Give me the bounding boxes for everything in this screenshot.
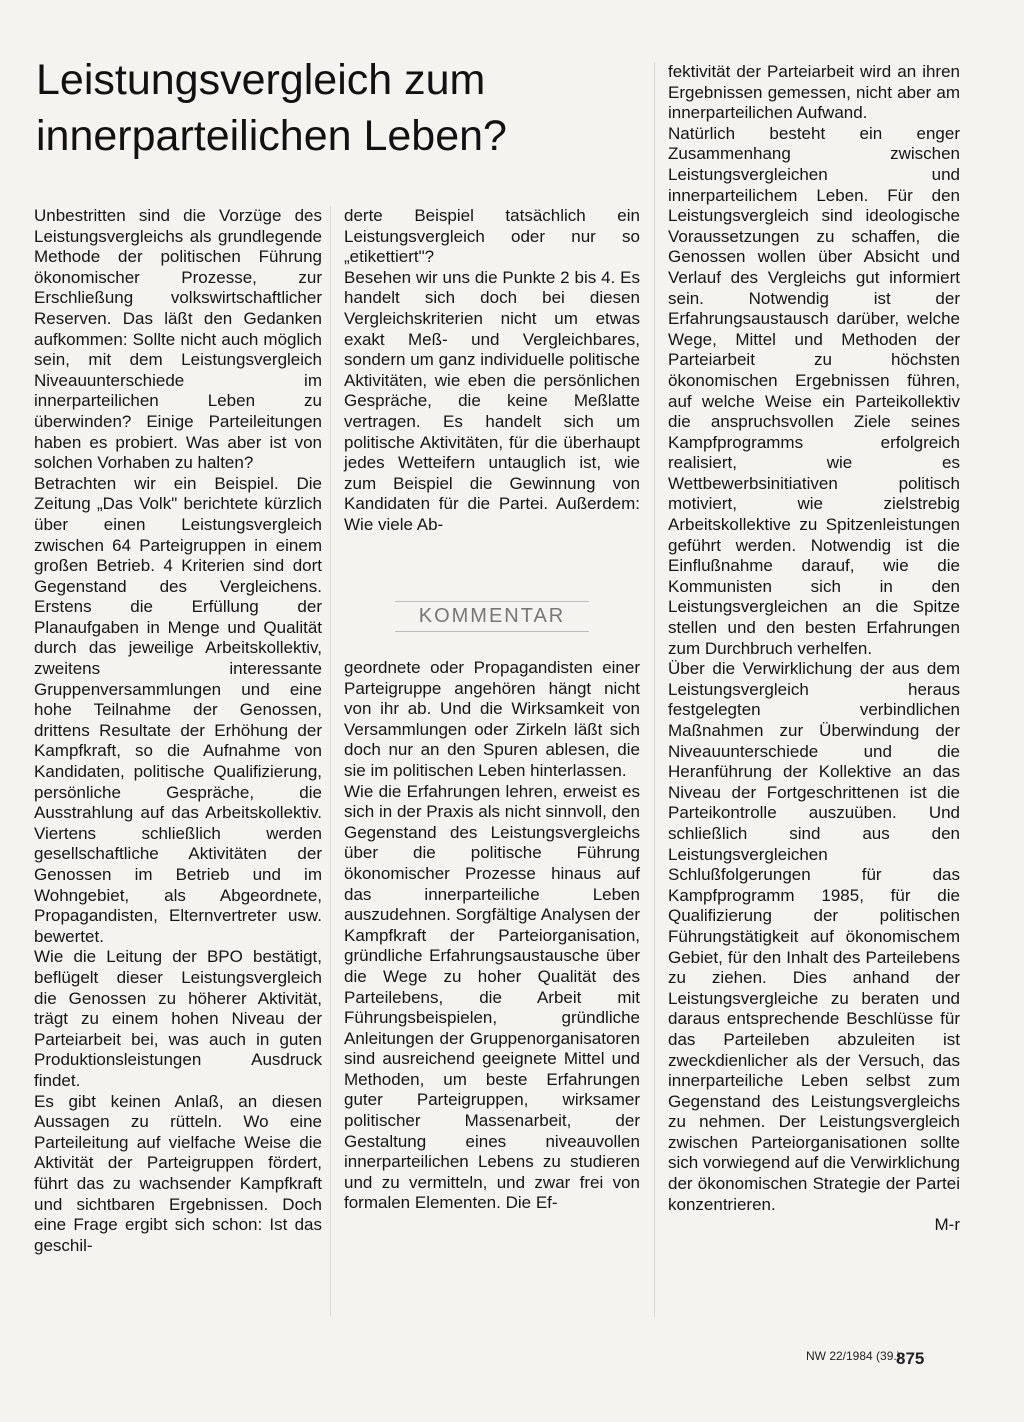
paragraph: Über die Verwirklichung der aus dem Leistungsvergleich heraus festgelegten verbindlichen Maßnahmen zur Überwindung der Niveauunterschiede und die Heranführung der Kollektive an das Niveau der Fortgeschrittenen ist die Parteikontrolle auszuüben. Und schließlich sind aus den Leistungsvergleichen Schlußfolgerungen für das Kampfprogramm 1985, für die Qualifizierung der politischen Führungstätigkeit auf ökonomischem Gebiet, für den Inhalt des Parteilebens zu ziehen. Dies anhand der Leistungsvergleiche zu beraten und daraus entsprechende Beschlüsse für das Parteileben abzuleiten ist zweckdienlicher als der Versuch, das innerparteiliche Leben selbst zum Gegenstand des Leistungsvergleichs zu nehmen. Der Leistungsvergleich zwischen Parteiorganisationen sollte sich vorwiegend auf die Verwirklichung der ökonomischen Strategie der Partei konzentrieren. (668, 659, 960, 1214)
paragraph: Es gibt keinen Anlaß, an diesen Aussagen zu rütteln. Wo eine Parteileitung auf vielfache Weise die Aktivität der Parteigruppen fördert, führt das zu wachsender Kampfkraft und sichtbaren Ergebnissen. Doch eine Frage ergibt sich schon: Ist das geschil- (34, 1091, 322, 1255)
paragraph: derte Beispiel tatsächlich ein Leistungsvergleich oder nur so „etikettiert"? (344, 206, 640, 267)
paragraph: fektivität der Parteiarbeit wird an ihren Ergebnissen gemessen, nicht aber am innerparteilichen Aufwand. (668, 62, 960, 123)
article-column-1 (34, 206, 322, 1256)
article-column-2-top (344, 206, 640, 536)
kommentar-text: KOMMENTAR (395, 601, 590, 632)
paragraph: Besehen wir uns die Punkte 2 bis 4. Es handelt sich doch bei diesen Vergleichskriterien nicht um etwas exakt Meß- und Vergleichbares, sondern um ganz individuelle politische Aktivitäten, wie eben die persönlichen Gespräche, die keine Meßlatte vertragen. Es handelt sich um politische Aktivitäten, für die überhaupt jedes Wetteifern untauglich ist, wie zum Beispiel die Gewinnung von Kandidaten für die Partei. Außerdem: Wie viele Ab- (344, 267, 640, 534)
paragraph: geordnete oder Propagandisten einer Parteigruppe angehören hängt nicht von ihr ab. Und die Wirksamkeit von Versammlungen oder Zirkeln läßt sich doch nur an den Spuren ablesen, die sie im politischen Leben hinterlassen. (344, 658, 640, 780)
page-number: 875 (896, 1349, 925, 1368)
article-column-2-bottom (344, 658, 640, 1214)
article-column-3 (668, 62, 960, 1236)
paragraph: Wie die Erfahrungen lehren, erweist es sich in der Praxis als nicht sinnvoll, den Gegenstand des Leistungsvergleichs über die politische Führung ökonomischer Prozesse hinaus auf das innerparteiliche Leben auszudehnen. Sorgfältige Analysen der Kampfkraft der Parteiorganisation, gründliche Erfahrungsaustausche über die Wege zu hoher Qualität des Parteilebens, die Arbeit mit Führungsbeispielen, gründliche Anleitungen der Gruppenorganisatoren sind ausreichend geeignete Mittel und Methoden, um beste Erfahrungen guter Parteigruppen, wirksamer politischer Massenarbeit, der Gestaltung eines niveauvollen innerparteilichen Lebens zu studieren und zu vermitteln, und zwar frei von formalen Elementen. Die Ef- (344, 781, 640, 1213)
paragraph: Betrachten wir ein Beispiel. Die Zeitung „Das Volk" berichtete kürzlich über einen Leistungsvergleich zwischen 64 Parteigruppen in einem großen Betrieb. 4 Kriterien sind dort Gegenstand des Vergleichens. Erstens die Erfüllung der Planaufgaben in Menge und Qualität durch das jeweilige Arbeitskollektiv, zweitens interessante Gruppenversammlungen und eine hohe Teilnahme der Genossen, drittens Resultate der Erhöhung der Kampfkraft, so die Aufnahme von Kandidaten, politische Qualifizierung, persönliche Gespräche, die Ausstrahlung auf das Arbeitskollektiv. Viertens schließlich werden gesellschaftliche Aktivitäten der Genossen im Betrieb und im Wohngebiet, als Abgeordnete, Propagandisten, Elternvertreter usw. bewertet. (34, 473, 322, 946)
column-divider (330, 206, 331, 1316)
issue-reference: NW 22/1984 (39.) (806, 1349, 901, 1363)
author-signature: M-r (934, 1215, 960, 1235)
column-divider (654, 62, 655, 1317)
title-line-2: innerparteilichen Leben? (36, 112, 507, 160)
paragraph: Unbestritten sind die Vorzüge des Leistungsvergleichs als grundlegende Methode der politischen Führung ökonomischer Prozesse, zur Erschließung volkswirtschaftlicher Reserven. Das läßt den Gedanken aufkommen: Sollte nicht auch möglich sein, mit dem Leistungsvergleich Niveauunterschiede im innerparteilichen Leben zu überwinden? Einige Parteileitungen haben es probiert. Was aber ist von solchen Vorhaben zu halten? (34, 206, 322, 473)
title-line-1: Leistungsvergleich zum (36, 56, 486, 104)
paragraph: Wie die Leitung der BPO bestätigt, beflügelt dieser Leistungsvergleich die Genossen zu höherer Aktivität, trägt zu einem hohen Niveau der Parteiarbeit bei, was auch in guten Produktionsleistungen Ausdruck findet. (34, 947, 322, 1090)
paragraph: Natürlich besteht ein enger Zusammenhang zwischen Leistungsvergleichen und innerparteilichem Leben. Für den Leistungsvergleich sind ideologische Voraussetzungen zu schaffen, die Genossen wollen über Absicht und Verlauf des Vergleichs gut informiert sein. Notwendig ist der Erfahrungsaustausch darüber, welche Wege, Mittel und Methoden der Parteiarbeit zu höchsten ökonomischen Ergebnissen führen, auf welche Weise ein Parteikollektiv die anspruchsvollen Ziele seines Kampfprogramms erfolgreich realisiert, wie es Wettbewerbsinitiativen politisch motiviert, wie zielstrebig Arbeitskollektive zu Spitzenleistungen geführt werden. Notwendig ist die Einflußnahme darauf, wie die Kommunisten sich in den Leistungsvergleichen an die Spitze stellen und den besten Erfahrungen zum Durchbruch verhelfen. (668, 123, 960, 658)
kommentar-label (344, 596, 640, 636)
article-title (36, 52, 636, 164)
